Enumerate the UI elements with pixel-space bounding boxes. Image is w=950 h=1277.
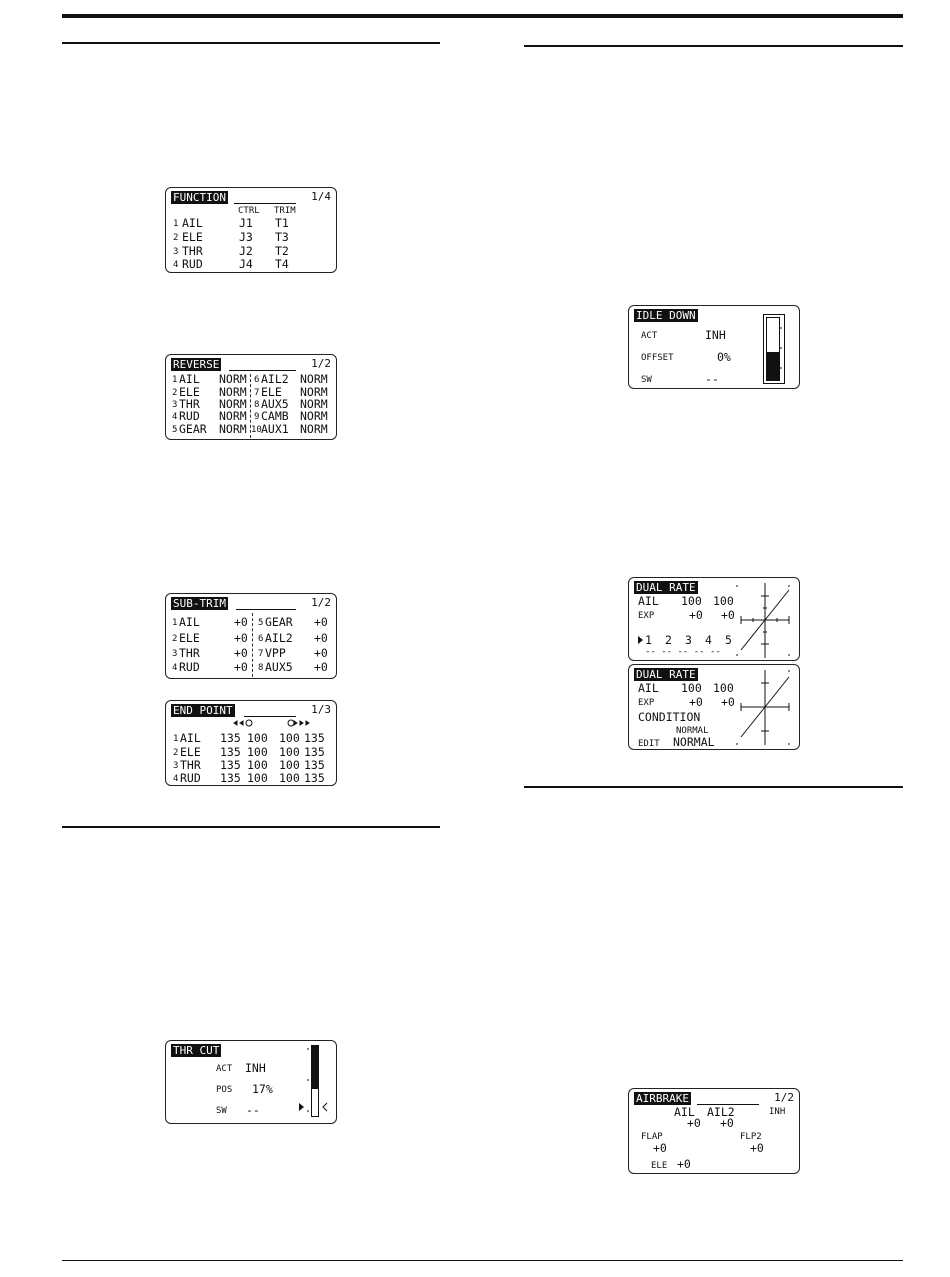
flp2-value: +0 xyxy=(750,1141,764,1155)
idle-ticks xyxy=(629,306,799,388)
flap-label: FLAP xyxy=(641,1132,663,1142)
col-ctrl: CTRL xyxy=(238,206,260,216)
section-rule-right-1 xyxy=(524,45,903,47)
edit-value: NORMAL xyxy=(673,735,715,749)
subtrim-screen: SUB-TRIM 1/2 1 AIL +0 2 ELE +0 3 THR +0 4 RUD +0 5 GEAR +0 6 AIL2 +0 7 VPP +0 8 AUX5 +0 xyxy=(165,593,337,679)
condition-label: CONDITION xyxy=(638,710,701,724)
airbrake-screen xyxy=(628,1088,800,1174)
position-1: 1 xyxy=(645,633,652,647)
exp-1: +0 xyxy=(689,695,703,709)
offset-value: 0% xyxy=(717,350,731,364)
status-value: INH xyxy=(769,1107,786,1117)
rate-1: 100 xyxy=(681,681,702,695)
channel-name: AIL xyxy=(638,681,659,695)
flp2-label: FLP2 xyxy=(740,1132,762,1142)
screen-title: REVERSE xyxy=(173,358,220,371)
position-5: 5 xyxy=(725,633,732,647)
sw-label: SW xyxy=(641,375,652,385)
offset-label: OFFSET xyxy=(641,353,674,363)
ail-label: AIL xyxy=(674,1105,695,1119)
pos-label: POS xyxy=(216,1085,233,1095)
act-value: INH xyxy=(245,1061,266,1075)
sw-value: -- xyxy=(246,1103,260,1117)
reverse-screen: REVERSE 1/2 1 AIL NORM 2 ELE NORM 3 THR NORM 4 RUD NORM 5 GEAR NORM 6 AIL2 NORM 7 ELE NORM 8 AUX5 NORM 9 CAMB NORM 10 AUX1 NORM xyxy=(165,354,337,440)
bottom-rule xyxy=(62,1260,903,1261)
thrcut-screen xyxy=(165,1040,337,1124)
rate-1: 100 xyxy=(681,594,702,608)
screen-title: FUNCTION xyxy=(173,191,226,204)
flap-value: +0 xyxy=(653,1141,667,1155)
section-rule-right-2 xyxy=(524,786,903,788)
ele-label: ELE xyxy=(651,1161,668,1171)
rate-curve-graph xyxy=(629,578,799,660)
screen-title: END POINT xyxy=(173,704,233,717)
act-value: INH xyxy=(705,328,726,342)
act-label: ACT xyxy=(641,331,658,341)
switch-dashes: -- -- -- -- -- xyxy=(645,647,721,657)
sw-value: -- xyxy=(705,372,719,386)
exp-label: EXP xyxy=(638,698,655,708)
screen-title: DUAL RATE xyxy=(636,581,696,594)
exp-2: +0 xyxy=(721,608,735,622)
sw-label: SW xyxy=(216,1106,227,1116)
page-indicator: 1/2 xyxy=(774,1091,794,1104)
bar-markers xyxy=(166,1041,336,1123)
endpoint-screen: END POINT 1/3 1 AIL 135 100 100 135 2 ELE 135 100 100 135 3 THR 135 100 100 135 4 RUD 135 100 100 135 xyxy=(165,700,337,786)
exp-label: EXP xyxy=(638,611,655,621)
screen-title: DUAL RATE xyxy=(636,668,696,681)
ele-value: +0 xyxy=(677,1157,691,1171)
screen-title: AIRBRAKE xyxy=(636,1092,689,1105)
position-2: 2 xyxy=(665,633,672,647)
position-3: 3 xyxy=(685,633,692,647)
page-indicator: 1/2 xyxy=(311,357,331,370)
screen-title: THR CUT xyxy=(173,1044,220,1057)
ail2-value: +0 xyxy=(720,1116,734,1130)
col-trim: TRIM xyxy=(274,206,296,216)
page-indicator: 1/3 xyxy=(311,703,331,716)
section-rule-left-1 xyxy=(62,42,440,44)
channel-name: AIL xyxy=(638,594,659,608)
section-rule-left-2 xyxy=(62,826,440,828)
screen-title: SUB-TRIM xyxy=(173,597,226,610)
dualrate1-screen xyxy=(628,577,800,661)
screen-title: IDLE DOWN xyxy=(636,309,696,322)
dualrate2-screen xyxy=(628,664,800,750)
ail-value: +0 xyxy=(687,1116,701,1130)
exp-1: +0 xyxy=(689,608,703,622)
idledown-screen xyxy=(628,305,800,389)
page-indicator: 1/2 xyxy=(311,596,331,609)
top-rule xyxy=(62,14,903,18)
act-label: ACT xyxy=(216,1064,233,1074)
function-screen: FUNCTION 1/4 CTRL TRIM 1 AIL J1 T1 2 ELE J3 T3 3 THR J2 T2 4 RUD J4 T4 xyxy=(165,187,337,273)
rate-2: 100 xyxy=(713,594,734,608)
pos-value: 17% xyxy=(252,1082,273,1096)
position-4: 4 xyxy=(705,633,712,647)
exp-2: +0 xyxy=(721,695,735,709)
rate-2: 100 xyxy=(713,681,734,695)
edit-label: EDIT xyxy=(638,739,660,749)
rate-curve-graph xyxy=(629,665,799,749)
condition-value: NORMAL xyxy=(676,726,709,736)
page-indicator: 1/4 xyxy=(311,190,331,203)
ail2-label: AIL2 xyxy=(707,1105,735,1119)
